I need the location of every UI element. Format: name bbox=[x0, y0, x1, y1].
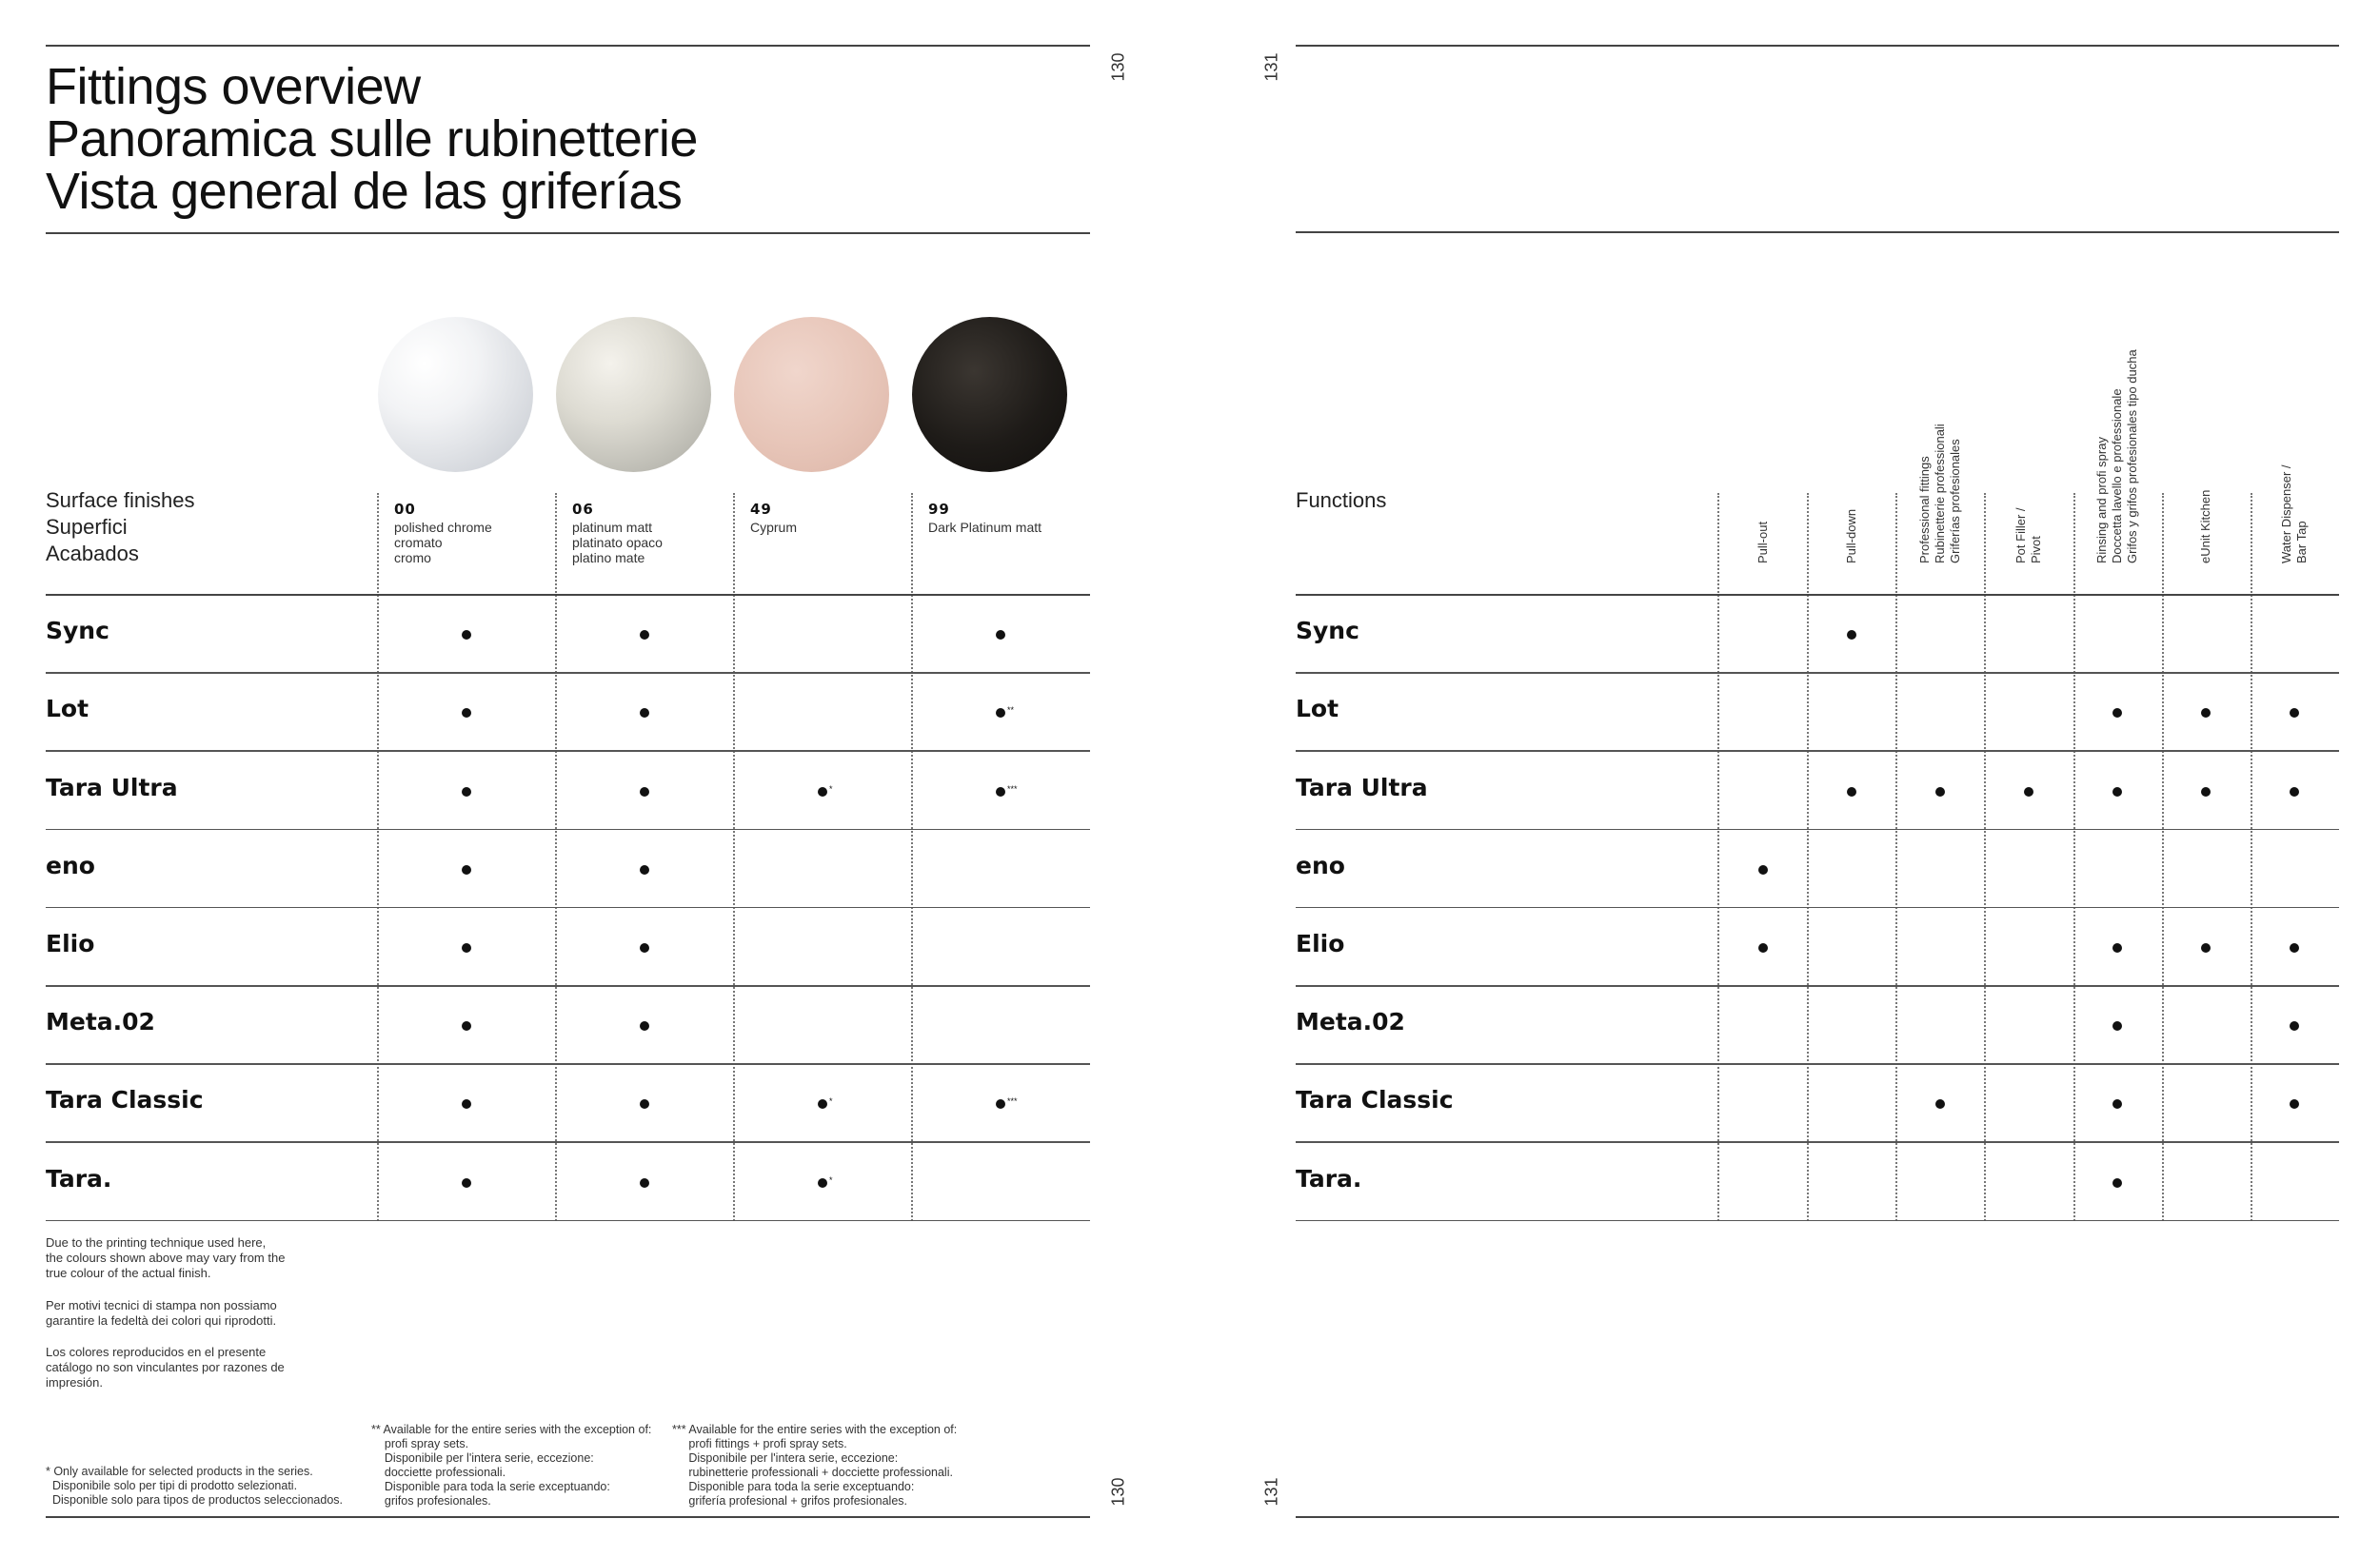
row-name: Elio bbox=[46, 929, 95, 957]
finish-header-06: 06 platinum matt platinato opaco platino mate bbox=[572, 501, 663, 565]
function-availability-dot bbox=[2290, 708, 2299, 718]
cyprum-swatch bbox=[734, 317, 889, 472]
footnote-double-asterisk: ** Available for the entire series with the exception of: profi spray sets. Disponibile per l'intera serie, eccezione: docciette professionali. Disponible para toda la serie exceptuando: grifos profesionales. bbox=[371, 1423, 652, 1508]
function-availability-dot bbox=[2201, 708, 2211, 718]
functions-label: Functions bbox=[1296, 488, 1387, 512]
finish-availability-dot bbox=[462, 943, 471, 953]
row-name: Lot bbox=[1296, 695, 1339, 723]
row-rule bbox=[1296, 750, 2339, 752]
function-availability-dot bbox=[1935, 787, 1945, 797]
surface-finishes-label: Surface finishes Superfici Acabados bbox=[46, 488, 195, 565]
column-divider bbox=[1717, 493, 1719, 1221]
row-name: Lot bbox=[46, 695, 89, 723]
finish-header-49: 49 Cyprum bbox=[750, 501, 798, 535]
column-divider bbox=[733, 493, 735, 1221]
column-divider bbox=[555, 493, 557, 1221]
finish-availability-dot bbox=[640, 943, 649, 953]
row-name: Sync bbox=[1296, 617, 1359, 645]
row-rule bbox=[46, 1063, 1090, 1065]
row-name: Sync bbox=[46, 617, 109, 645]
function-header: Pot Filler / Pivot bbox=[2013, 507, 2043, 563]
footnote-marker: * bbox=[829, 1174, 833, 1185]
footnote-marker: ** bbox=[1007, 705, 1015, 716]
footnote-marker: *** bbox=[1007, 783, 1018, 794]
function-availability-dot bbox=[2112, 1021, 2122, 1031]
title-line-it: Panoramica sulle rubinetterie bbox=[46, 110, 698, 168]
finish-availability-dot bbox=[996, 630, 1005, 640]
right-page bbox=[1190, 0, 2380, 1558]
finish-availability-dot bbox=[462, 708, 471, 718]
finish-availability-dot bbox=[640, 708, 649, 718]
finish-availability-dot bbox=[640, 1178, 649, 1188]
function-availability-dot bbox=[2201, 943, 2211, 953]
row-rule bbox=[46, 907, 1090, 909]
row-name: Tara Classic bbox=[1296, 1086, 1454, 1114]
row-name: Meta.02 bbox=[46, 1008, 155, 1036]
row-rule bbox=[1296, 672, 2339, 674]
function-availability-dot bbox=[2290, 1099, 2299, 1109]
finish-header-00: 00 polished chrome cromato cromo bbox=[394, 501, 492, 565]
finish-availability-dot bbox=[462, 1178, 471, 1188]
bottom-rule bbox=[1296, 1516, 2339, 1518]
column-divider bbox=[2162, 493, 2164, 1221]
disclaimer-en: Due to the printing technique used here, the colours shown above may vary from the true colour of the actual finish. bbox=[46, 1235, 286, 1280]
function-header: Rinsing and profi spray Doccetta lavello e professionale Grifos y grifos profesionales tipo ducha bbox=[2094, 349, 2139, 563]
function-header: Professional fittings Rubinetterie professionali Griferías profesionales bbox=[1917, 424, 1962, 563]
column-divider bbox=[1895, 493, 1897, 1221]
function-availability-dot bbox=[2290, 1021, 2299, 1031]
function-availability-dot bbox=[2112, 787, 2122, 797]
footnote-single-asterisk: * Only available for selected products in the series. Disponibile solo per tipi di prodotto selezionati. Disponible solo para tipos de productos seleccionados. bbox=[46, 1465, 343, 1507]
function-header: eUnit Kitchen bbox=[2198, 489, 2212, 563]
finish-availability-dot bbox=[640, 630, 649, 640]
row-rule bbox=[1296, 1063, 2339, 1065]
finish-availability-dot bbox=[818, 1099, 827, 1109]
function-availability-dot bbox=[1847, 787, 1856, 797]
finish-availability-dot bbox=[640, 1021, 649, 1031]
finish-availability-dot bbox=[996, 787, 1005, 797]
function-header: Pull-out bbox=[1755, 521, 1770, 563]
row-name: Meta.02 bbox=[1296, 1008, 1405, 1036]
row-rule bbox=[1296, 907, 2339, 909]
finish-header-99: 99 Dark Platinum matt bbox=[928, 501, 1042, 535]
column-divider bbox=[1807, 493, 1809, 1221]
row-rule bbox=[1296, 829, 2339, 831]
page-number-top: 130 bbox=[1108, 52, 1128, 82]
row-rule bbox=[46, 985, 1090, 987]
platinum-matt-swatch bbox=[556, 317, 711, 472]
function-header: Pull-down bbox=[1844, 508, 1858, 563]
title-line-es: Vista general de las griferías bbox=[46, 163, 683, 220]
row-rule bbox=[46, 829, 1090, 831]
finish-availability-dot bbox=[462, 630, 471, 640]
top-rule bbox=[46, 45, 1090, 47]
function-availability-dot bbox=[2290, 787, 2299, 797]
column-divider bbox=[2251, 493, 2252, 1221]
disclaimer-es: Los colores reproducidos en el presente catálogo no son vinculantes por razones de impresión. bbox=[46, 1345, 285, 1390]
function-availability-dot bbox=[2201, 787, 2211, 797]
header-rule bbox=[46, 594, 1090, 596]
title-line-en: Fittings overview bbox=[46, 58, 421, 115]
row-rule bbox=[1296, 1220, 2339, 1222]
finish-availability-dot bbox=[462, 865, 471, 875]
row-name: Elio bbox=[1296, 929, 1345, 957]
finish-availability-dot bbox=[640, 787, 649, 797]
function-availability-dot bbox=[2290, 943, 2299, 953]
row-name: Tara Ultra bbox=[1296, 773, 1428, 801]
title-rule bbox=[46, 232, 1090, 234]
function-availability-dot bbox=[1758, 865, 1768, 875]
function-availability-dot bbox=[1758, 943, 1768, 953]
bottom-rule bbox=[46, 1516, 1090, 1518]
function-availability-dot bbox=[1847, 630, 1856, 640]
row-rule bbox=[46, 1220, 1090, 1222]
disclaimer-it: Per motivi tecnici di stampa non possiamo garantire la fedeltà dei colori qui riprodotti. bbox=[46, 1298, 277, 1328]
page-number-bottom: 130 bbox=[1108, 1477, 1128, 1507]
dark-platinum-matt-swatch bbox=[912, 317, 1067, 472]
finish-availability-dot bbox=[462, 787, 471, 797]
function-availability-dot bbox=[2112, 943, 2122, 953]
header-rule bbox=[1296, 594, 2339, 596]
footnote-marker: *** bbox=[1007, 1096, 1018, 1107]
page-number-bottom: 131 bbox=[1261, 1477, 1281, 1507]
footnote-triple-asterisk: *** Available for the entire series with the exception of: profi fittings + profi spray sets. Disponibile per l'intera serie, eccezione: rubinetterie professionali + docciette professionali. Disponible para toda la serie exceptuando: grifería profesional + grifos profesionales. bbox=[672, 1423, 958, 1508]
row-rule bbox=[46, 1141, 1090, 1143]
footnote-marker: * bbox=[829, 1096, 833, 1107]
finish-availability-dot bbox=[462, 1021, 471, 1031]
function-availability-dot bbox=[2112, 1178, 2122, 1188]
finish-availability-dot bbox=[996, 1099, 1005, 1109]
row-name: Tara Ultra bbox=[46, 773, 178, 801]
row-rule bbox=[1296, 1141, 2339, 1143]
column-divider bbox=[1984, 493, 1986, 1221]
row-name: Tara. bbox=[46, 1164, 112, 1193]
column-divider bbox=[2073, 493, 2075, 1221]
finish-availability-dot bbox=[640, 1099, 649, 1109]
function-availability-dot bbox=[2112, 1099, 2122, 1109]
column-divider bbox=[377, 493, 379, 1221]
row-rule bbox=[46, 672, 1090, 674]
function-availability-dot bbox=[1935, 1099, 1945, 1109]
row-name: Tara. bbox=[1296, 1164, 1362, 1193]
finish-availability-dot bbox=[996, 708, 1005, 718]
finish-availability-dot bbox=[640, 865, 649, 875]
page-title bbox=[46, 58, 698, 220]
column-divider bbox=[911, 493, 913, 1221]
function-availability-dot bbox=[2112, 708, 2122, 718]
function-header: Water Dispenser / Bar Tap bbox=[2279, 464, 2309, 563]
row-name: eno bbox=[46, 851, 95, 879]
row-name: eno bbox=[1296, 851, 1345, 879]
finish-availability-dot bbox=[818, 1178, 827, 1188]
row-rule bbox=[46, 750, 1090, 752]
polished-chrome-swatch bbox=[378, 317, 533, 472]
row-rule bbox=[1296, 985, 2339, 987]
title-rule bbox=[1296, 231, 2339, 233]
footnote-marker: * bbox=[829, 783, 833, 794]
finish-availability-dot bbox=[462, 1099, 471, 1109]
function-availability-dot bbox=[2024, 787, 2033, 797]
top-rule bbox=[1296, 45, 2339, 47]
finish-availability-dot bbox=[818, 787, 827, 797]
row-name: Tara Classic bbox=[46, 1086, 204, 1114]
page-number-top: 131 bbox=[1261, 52, 1281, 82]
